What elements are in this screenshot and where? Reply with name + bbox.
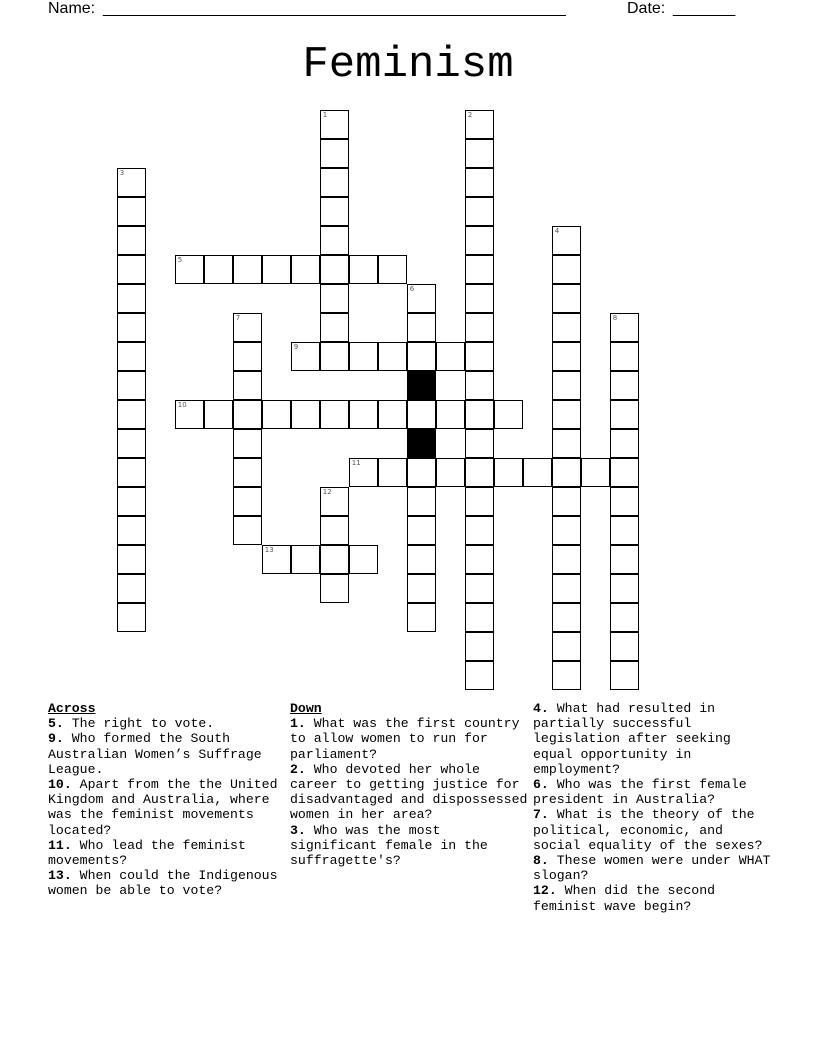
across-heading: Across bbox=[48, 701, 96, 716]
grid-cell[interactable] bbox=[465, 429, 494, 458]
grid-cell[interactable] bbox=[117, 574, 146, 603]
grid-cell[interactable] bbox=[610, 313, 639, 342]
grid-cell[interactable] bbox=[465, 342, 494, 371]
grid-cell[interactable] bbox=[407, 516, 436, 545]
grid-cell[interactable] bbox=[117, 168, 146, 197]
grid-cell[interactable] bbox=[320, 139, 349, 168]
clue-number: 5. bbox=[48, 716, 64, 732]
clue-number: 13 bbox=[264, 545, 274, 554]
grid-cell[interactable] bbox=[465, 284, 494, 313]
grid-cell[interactable] bbox=[610, 516, 639, 545]
grid-cell[interactable] bbox=[465, 313, 494, 342]
grid-cell[interactable] bbox=[610, 545, 639, 574]
down-clues-continued bbox=[533, 701, 773, 914]
grid-cell[interactable] bbox=[552, 255, 581, 284]
grid-cell[interactable] bbox=[523, 458, 552, 487]
down-clue bbox=[290, 762, 530, 823]
grid-cell[interactable] bbox=[610, 400, 639, 429]
clue-text: When could the Indigenous women be able to vote? bbox=[48, 868, 278, 899]
grid-cell[interactable] bbox=[552, 313, 581, 342]
grid-cell[interactable] bbox=[465, 226, 494, 255]
grid-cell[interactable] bbox=[465, 255, 494, 284]
clue-text: What is the theory of the political, economic, and social equality of the sexes? bbox=[533, 807, 763, 853]
grid-cell[interactable] bbox=[610, 342, 639, 371]
grid-cell[interactable] bbox=[552, 661, 581, 690]
clue-number: 1 bbox=[322, 110, 328, 119]
down-clues bbox=[290, 701, 530, 868]
grid-cell[interactable] bbox=[175, 400, 204, 429]
grid-cell[interactable] bbox=[349, 400, 378, 429]
grid-cell[interactable] bbox=[407, 342, 436, 371]
clue-number: 10. bbox=[48, 777, 72, 793]
clue-number: 9. bbox=[48, 731, 64, 747]
grid-cell[interactable] bbox=[552, 516, 581, 545]
grid-cell[interactable] bbox=[204, 255, 233, 284]
grid-cell[interactable] bbox=[233, 458, 262, 487]
date-label: Date: bbox=[627, 0, 666, 17]
clue-text: Who lead the feminist movements? bbox=[48, 837, 246, 869]
grid-cell[interactable] bbox=[581, 458, 610, 487]
down-clue-list bbox=[290, 716, 530, 868]
grid-cell[interactable] bbox=[552, 574, 581, 603]
grid-cell[interactable] bbox=[494, 400, 523, 429]
clue-number: 9 bbox=[293, 342, 299, 351]
grid-cell[interactable] bbox=[407, 487, 436, 516]
grid-cell[interactable] bbox=[349, 458, 378, 487]
grid-cell[interactable] bbox=[320, 487, 349, 516]
grid-cell[interactable] bbox=[407, 574, 436, 603]
grid-cell[interactable] bbox=[552, 632, 581, 661]
across-clue bbox=[48, 838, 288, 868]
clue-number: 4. bbox=[533, 701, 549, 716]
grid-cell[interactable] bbox=[465, 487, 494, 516]
grid-cell[interactable] bbox=[552, 371, 581, 400]
clue-text: What had resulted in partially successful legislation after seeking equal opportunity in employment? bbox=[533, 701, 731, 777]
clue-number: 6 bbox=[409, 284, 415, 293]
grid-cell[interactable] bbox=[233, 487, 262, 516]
grid-cell[interactable] bbox=[117, 255, 146, 284]
grid-cell[interactable] bbox=[320, 197, 349, 226]
clue-text: These women were under WHAT slogan? bbox=[533, 853, 771, 884]
across-clue-list bbox=[48, 716, 288, 898]
clue-number: 2. bbox=[290, 761, 306, 777]
grid-cell[interactable] bbox=[552, 458, 581, 487]
grid-cell[interactable] bbox=[465, 661, 494, 690]
grid-cell[interactable] bbox=[320, 110, 349, 139]
clue-number: 11. bbox=[48, 837, 72, 853]
grid-cell[interactable] bbox=[552, 545, 581, 574]
across-clue bbox=[48, 868, 288, 898]
clue-number: 7. bbox=[533, 807, 549, 823]
grid-cell[interactable] bbox=[610, 429, 639, 458]
clue-number: 11 bbox=[351, 458, 361, 467]
name-label: Name: bbox=[48, 0, 96, 17]
grid-cell[interactable] bbox=[610, 487, 639, 516]
grid-cell[interactable] bbox=[465, 400, 494, 429]
clue-number: 1. bbox=[290, 716, 306, 732]
grid-cell[interactable] bbox=[262, 400, 291, 429]
grid-cell[interactable] bbox=[320, 255, 349, 284]
grid-cell[interactable] bbox=[117, 603, 146, 632]
grid-cell[interactable] bbox=[233, 342, 262, 371]
grid-cell[interactable] bbox=[407, 284, 436, 313]
grid-cell[interactable] bbox=[291, 342, 320, 371]
grid-cell[interactable] bbox=[552, 400, 581, 429]
down-clue bbox=[533, 701, 773, 777]
grid-cell[interactable] bbox=[407, 545, 436, 574]
grid-cell[interactable] bbox=[465, 110, 494, 139]
clue-text: When did the second feminist wave begin? bbox=[533, 883, 716, 914]
grid-cell[interactable] bbox=[117, 197, 146, 226]
grid-cell[interactable] bbox=[320, 284, 349, 313]
grid-cell[interactable] bbox=[117, 429, 146, 458]
grid-cell[interactable] bbox=[465, 516, 494, 545]
grid-cell[interactable] bbox=[378, 458, 407, 487]
clue-number: 8 bbox=[612, 313, 618, 322]
grid-cell[interactable] bbox=[436, 342, 465, 371]
grid-cell[interactable] bbox=[378, 342, 407, 371]
grid-cell[interactable] bbox=[436, 400, 465, 429]
grid-cell[interactable] bbox=[117, 545, 146, 574]
grid-cell[interactable] bbox=[117, 487, 146, 516]
clue-text: Who formed the South Australian Women’s Suffrage League. bbox=[48, 731, 262, 777]
grid-cell[interactable] bbox=[407, 458, 436, 487]
clue-text: Who was the first female president in Australia? bbox=[533, 777, 747, 808]
grid-cell[interactable] bbox=[465, 139, 494, 168]
grid-cell[interactable] bbox=[465, 545, 494, 574]
grid-cell[interactable] bbox=[552, 226, 581, 255]
grid-cell[interactable] bbox=[291, 400, 320, 429]
grid-cell[interactable] bbox=[465, 603, 494, 632]
grid-cell[interactable] bbox=[552, 342, 581, 371]
clue-text: What was the first country to allow women to run for parliament? bbox=[290, 716, 520, 762]
clue-number: 2 bbox=[467, 110, 473, 119]
grid-cell[interactable] bbox=[552, 429, 581, 458]
grid-cell[interactable] bbox=[465, 458, 494, 487]
grid-cell[interactable] bbox=[349, 255, 378, 284]
header bbox=[48, 0, 748, 20]
grid-cell[interactable] bbox=[175, 255, 204, 284]
clue-text: The right to vote. bbox=[63, 716, 215, 732]
grid-cell[interactable] bbox=[407, 400, 436, 429]
grid-cell[interactable] bbox=[233, 429, 262, 458]
grid-cell[interactable] bbox=[378, 255, 407, 284]
grid-cell[interactable] bbox=[494, 458, 523, 487]
grid-cell[interactable] bbox=[117, 284, 146, 313]
clue-text: Who was the most significant female in the suffragette's? bbox=[290, 822, 488, 869]
clue-number: 8. bbox=[533, 853, 549, 869]
name-field-line[interactable]: ____________________________________________________ bbox=[103, 0, 566, 17]
grid-cell[interactable] bbox=[320, 400, 349, 429]
grid-cell[interactable] bbox=[233, 255, 262, 284]
grid-cell[interactable] bbox=[465, 574, 494, 603]
down-clue bbox=[290, 823, 530, 869]
clue-number: 4 bbox=[554, 226, 560, 235]
date-field-line[interactable]: _______ bbox=[673, 0, 736, 17]
grid-cell[interactable] bbox=[610, 603, 639, 632]
grid-cell[interactable] bbox=[320, 226, 349, 255]
grid-cell[interactable] bbox=[320, 342, 349, 371]
grid-cell[interactable] bbox=[117, 342, 146, 371]
clue-number: 6. bbox=[533, 777, 549, 793]
grid-cell[interactable] bbox=[349, 545, 378, 574]
grid-cell[interactable] bbox=[117, 458, 146, 487]
clue-number: 10 bbox=[177, 400, 187, 409]
grid-cell[interactable] bbox=[233, 516, 262, 545]
grid-cell[interactable] bbox=[320, 168, 349, 197]
grid-cell[interactable] bbox=[291, 545, 320, 574]
across-clue bbox=[48, 777, 288, 838]
grid-cell[interactable] bbox=[436, 458, 465, 487]
grid-cell[interactable] bbox=[552, 284, 581, 313]
across-clues bbox=[48, 701, 288, 899]
down-clue bbox=[533, 807, 773, 853]
down-heading: Down bbox=[290, 701, 322, 716]
clue-number: 3 bbox=[119, 168, 125, 177]
clue-number: 12 bbox=[322, 487, 332, 496]
grid-cell[interactable] bbox=[465, 168, 494, 197]
down-clue-list-continued bbox=[533, 701, 773, 914]
grid-cell[interactable] bbox=[262, 545, 291, 574]
grid-cell[interactable] bbox=[117, 371, 146, 400]
grid-cell[interactable] bbox=[610, 458, 639, 487]
grid-cell[interactable] bbox=[465, 197, 494, 226]
page-title: Feminism bbox=[302, 40, 514, 90]
grid-cell[interactable] bbox=[610, 661, 639, 690]
grid-cell[interactable] bbox=[552, 487, 581, 516]
grid-cell[interactable] bbox=[117, 400, 146, 429]
grid-cell[interactable] bbox=[320, 516, 349, 545]
grid-cell[interactable] bbox=[407, 313, 436, 342]
grid-cell[interactable] bbox=[465, 371, 494, 400]
grid-cell[interactable] bbox=[407, 603, 436, 632]
grid-cell[interactable] bbox=[117, 516, 146, 545]
clue-number: 3. bbox=[290, 822, 306, 838]
grid-cell[interactable] bbox=[233, 371, 262, 400]
grid-cell[interactable] bbox=[465, 632, 494, 661]
grid-cell[interactable] bbox=[291, 255, 320, 284]
grid-cell[interactable] bbox=[233, 313, 262, 342]
grid-cell[interactable] bbox=[262, 255, 291, 284]
clue-number: 12. bbox=[533, 883, 557, 899]
clue-text: Apart from the the United Kingdom and Australia, where was the feminist movements located? bbox=[48, 777, 278, 838]
grid-block bbox=[407, 371, 436, 400]
grid-block bbox=[407, 429, 436, 458]
grid-cell[interactable] bbox=[610, 371, 639, 400]
clue-text: Who devoted her whole career to getting justice for disadvantaged and dispossessed women in her area? bbox=[290, 761, 528, 823]
down-clue bbox=[533, 777, 773, 807]
grid-cell[interactable] bbox=[320, 313, 349, 342]
grid-cell[interactable] bbox=[117, 313, 146, 342]
grid-cell[interactable] bbox=[233, 400, 262, 429]
grid-cell[interactable] bbox=[610, 632, 639, 661]
grid-cell[interactable] bbox=[117, 226, 146, 255]
down-clue bbox=[533, 853, 773, 883]
clue-number: 13. bbox=[48, 868, 72, 884]
grid-cell[interactable] bbox=[204, 400, 233, 429]
grid-cell[interactable] bbox=[320, 545, 349, 574]
down-clue bbox=[533, 883, 773, 913]
across-clue bbox=[48, 716, 288, 731]
across-clue bbox=[48, 731, 288, 777]
clue-number: 7 bbox=[235, 313, 241, 322]
down-clue bbox=[290, 716, 530, 762]
grid-cell[interactable] bbox=[610, 574, 639, 603]
grid-cell[interactable] bbox=[552, 603, 581, 632]
grid-cell[interactable] bbox=[320, 574, 349, 603]
clue-number: 5 bbox=[177, 255, 183, 264]
grid-cell[interactable] bbox=[378, 400, 407, 429]
grid-cell[interactable] bbox=[349, 342, 378, 371]
